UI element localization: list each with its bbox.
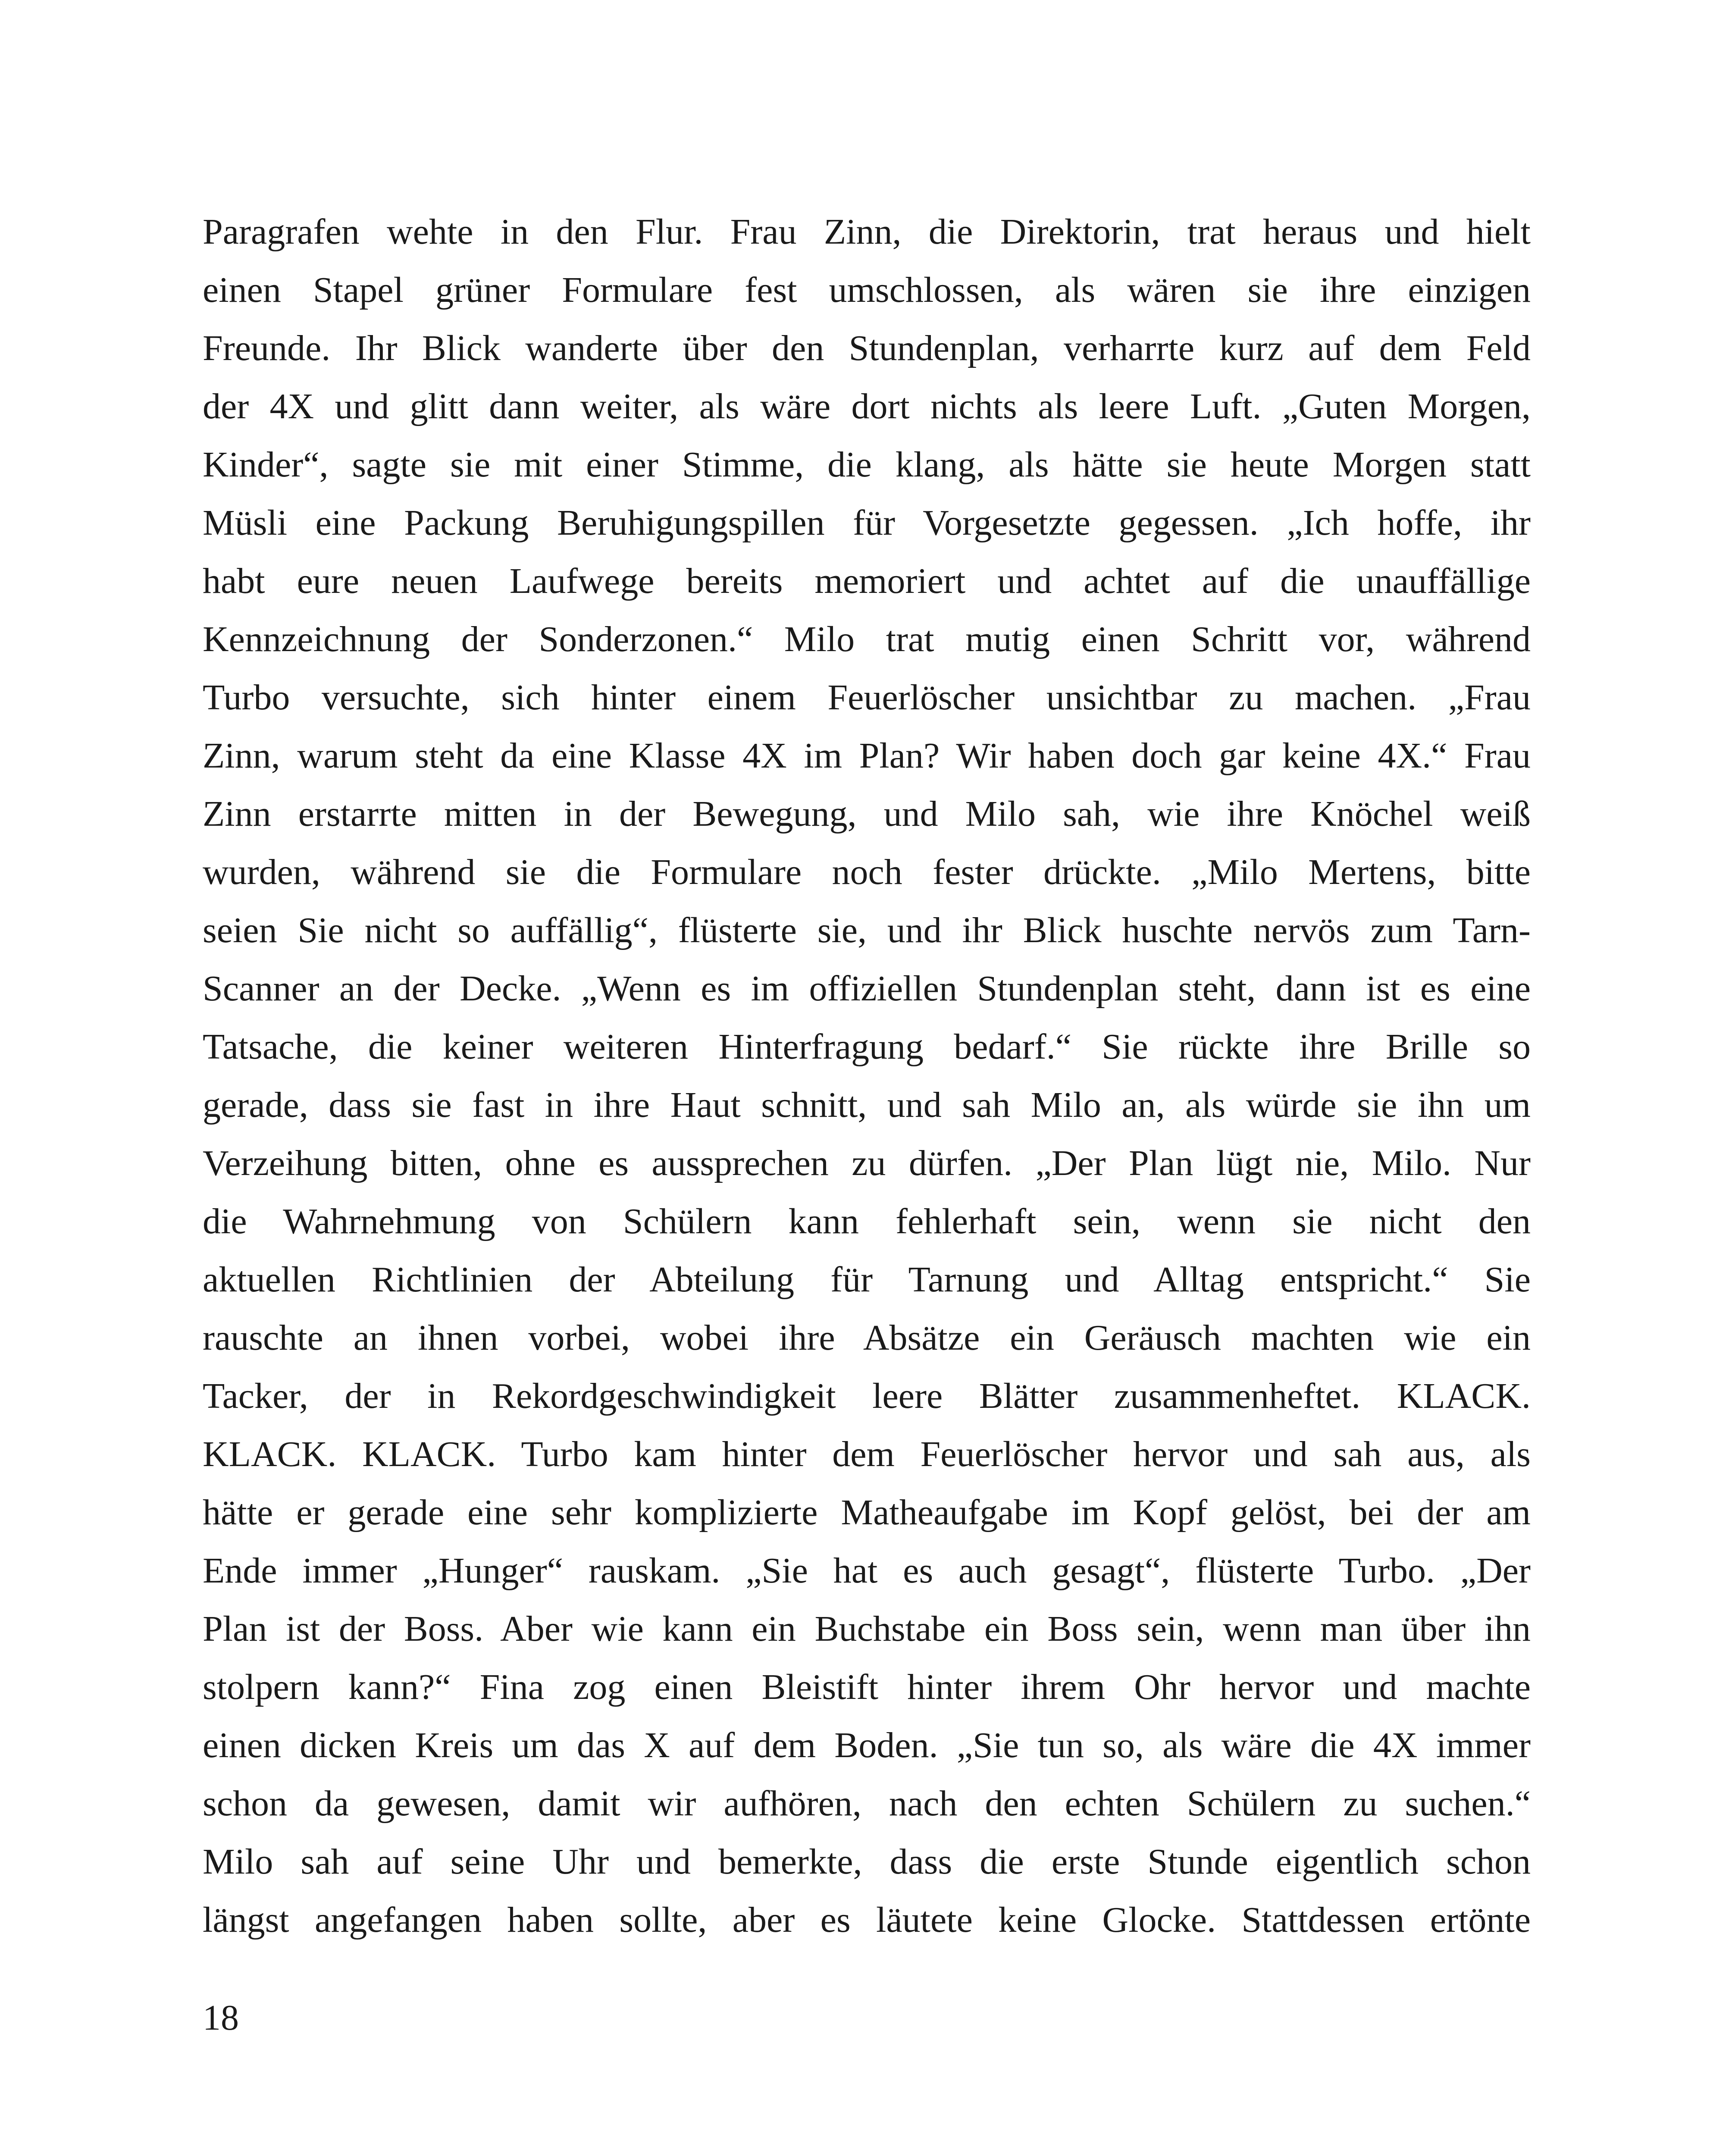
text-line: einen Stapel grüner Formulare fest umschlossen, als wären sie ihre einzigen: [203, 270, 1531, 310]
text-line: seien Sie nicht so auffällig“, flüsterte sie, und ihr Blick huschte nervös zum Tarn-: [203, 910, 1531, 950]
text-line: Zinn erstarrte mitten in der Bewegung, und Milo sah, wie ihre Knöchel weiß: [203, 794, 1531, 834]
text-line: Plan ist der Boss. Aber wie kann ein Buchstabe ein Boss sein, wenn man über ihn: [203, 1609, 1531, 1649]
text-line: Tatsache, die keiner weiteren Hinterfragung bedarf.“ Sie rückte ihre Brille so: [203, 1027, 1531, 1067]
text-line: stolpern kann?“ Fina zog einen Bleistift hinter ihrem Ohr hervor und machte: [203, 1667, 1531, 1707]
text-line: längst angefangen haben sollte, aber es läutete keine Glocke. Stattdessen ertönte: [203, 1900, 1531, 1940]
text-line: einen dicken Kreis um das X auf dem Boden. „Sie tun so, als wäre die 4X immer: [203, 1725, 1531, 1765]
text-line: gerade, dass sie fast in ihre Haut schnitt, und sah Milo an, als würde sie ihn um: [203, 1085, 1531, 1125]
text-line: Ende immer „Hunger“ rauskam. „Sie hat es auch gesagt“, flüsterte Turbo. „Der: [203, 1551, 1531, 1591]
text-line: wurden, während sie die Formulare noch fester drückte. „Milo Mertens, bitte: [203, 852, 1531, 892]
text-line: die Wahrnehmung von Schülern kann fehlerhaft sein, wenn sie nicht den: [203, 1201, 1531, 1241]
text-line: Paragrafen wehte in den Flur. Frau Zinn, die Direktorin, trat heraus und hielt: [203, 212, 1531, 252]
page-number: 18: [203, 1998, 239, 2038]
text-line: Turbo versuchte, sich hinter einem Feuerlöscher unsichtbar zu machen. „Frau: [203, 677, 1531, 718]
text-line: schon da gewesen, damit wir aufhören, nach den echten Schülern zu suchen.“: [203, 1783, 1531, 1824]
text-line: aktuellen Richtlinien der Abteilung für Tarnung und Alltag entspricht.“ Sie: [203, 1260, 1531, 1300]
text-line: Verzeihung bitten, ohne es aussprechen zu dürfen. „Der Plan lügt nie, Milo. Nur: [203, 1143, 1531, 1183]
body-text: [203, 203, 1531, 1949]
text-line: KLACK. KLACK. Turbo kam hinter dem Feuerlöscher hervor und sah aus, als: [203, 1434, 1531, 1474]
text-line: Tacker, der in Rekordgeschwindigkeit leere Blätter zusammenheftet. KLACK.: [203, 1376, 1531, 1416]
text-line: habt eure neuen Laufwege bereits memoriert und achtet auf die unauffällige: [203, 561, 1531, 601]
text-line: hätte er gerade eine sehr komplizierte Matheaufgabe im Kopf gelöst, bei der am: [203, 1492, 1531, 1532]
text-line: der 4X und glitt dann weiter, als wäre dort nichts als leere Luft. „Guten Morgen,: [203, 386, 1531, 426]
text-line: rauschte an ihnen vorbei, wobei ihre Absätze ein Geräusch machten wie ein: [203, 1318, 1531, 1358]
text-line: Kennzeichnung der Sonderzonen.“ Milo trat mutig einen Schritt vor, während: [203, 619, 1531, 659]
text-line: Kinder“, sagte sie mit einer Stimme, die klang, als hätte sie heute Morgen statt: [203, 445, 1531, 485]
text-line: Zinn, warum steht da eine Klasse 4X im Plan? Wir haben doch gar keine 4X.“ Frau: [203, 736, 1531, 776]
text-line: Freunde. Ihr Blick wanderte über den Stundenplan, verharrte kurz auf dem Feld: [203, 328, 1531, 368]
text-line: Milo sah auf seine Uhr und bemerkte, dass die erste Stunde eigentlich schon: [203, 1842, 1531, 1882]
text-line: Scanner an der Decke. „Wenn es im offiziellen Stundenplan steht, dann ist es eine: [203, 968, 1531, 1009]
text-line: Müsli eine Packung Beruhigungspillen für Vorgesetzte gegessen. „Ich hoffe, ihr: [203, 503, 1531, 543]
